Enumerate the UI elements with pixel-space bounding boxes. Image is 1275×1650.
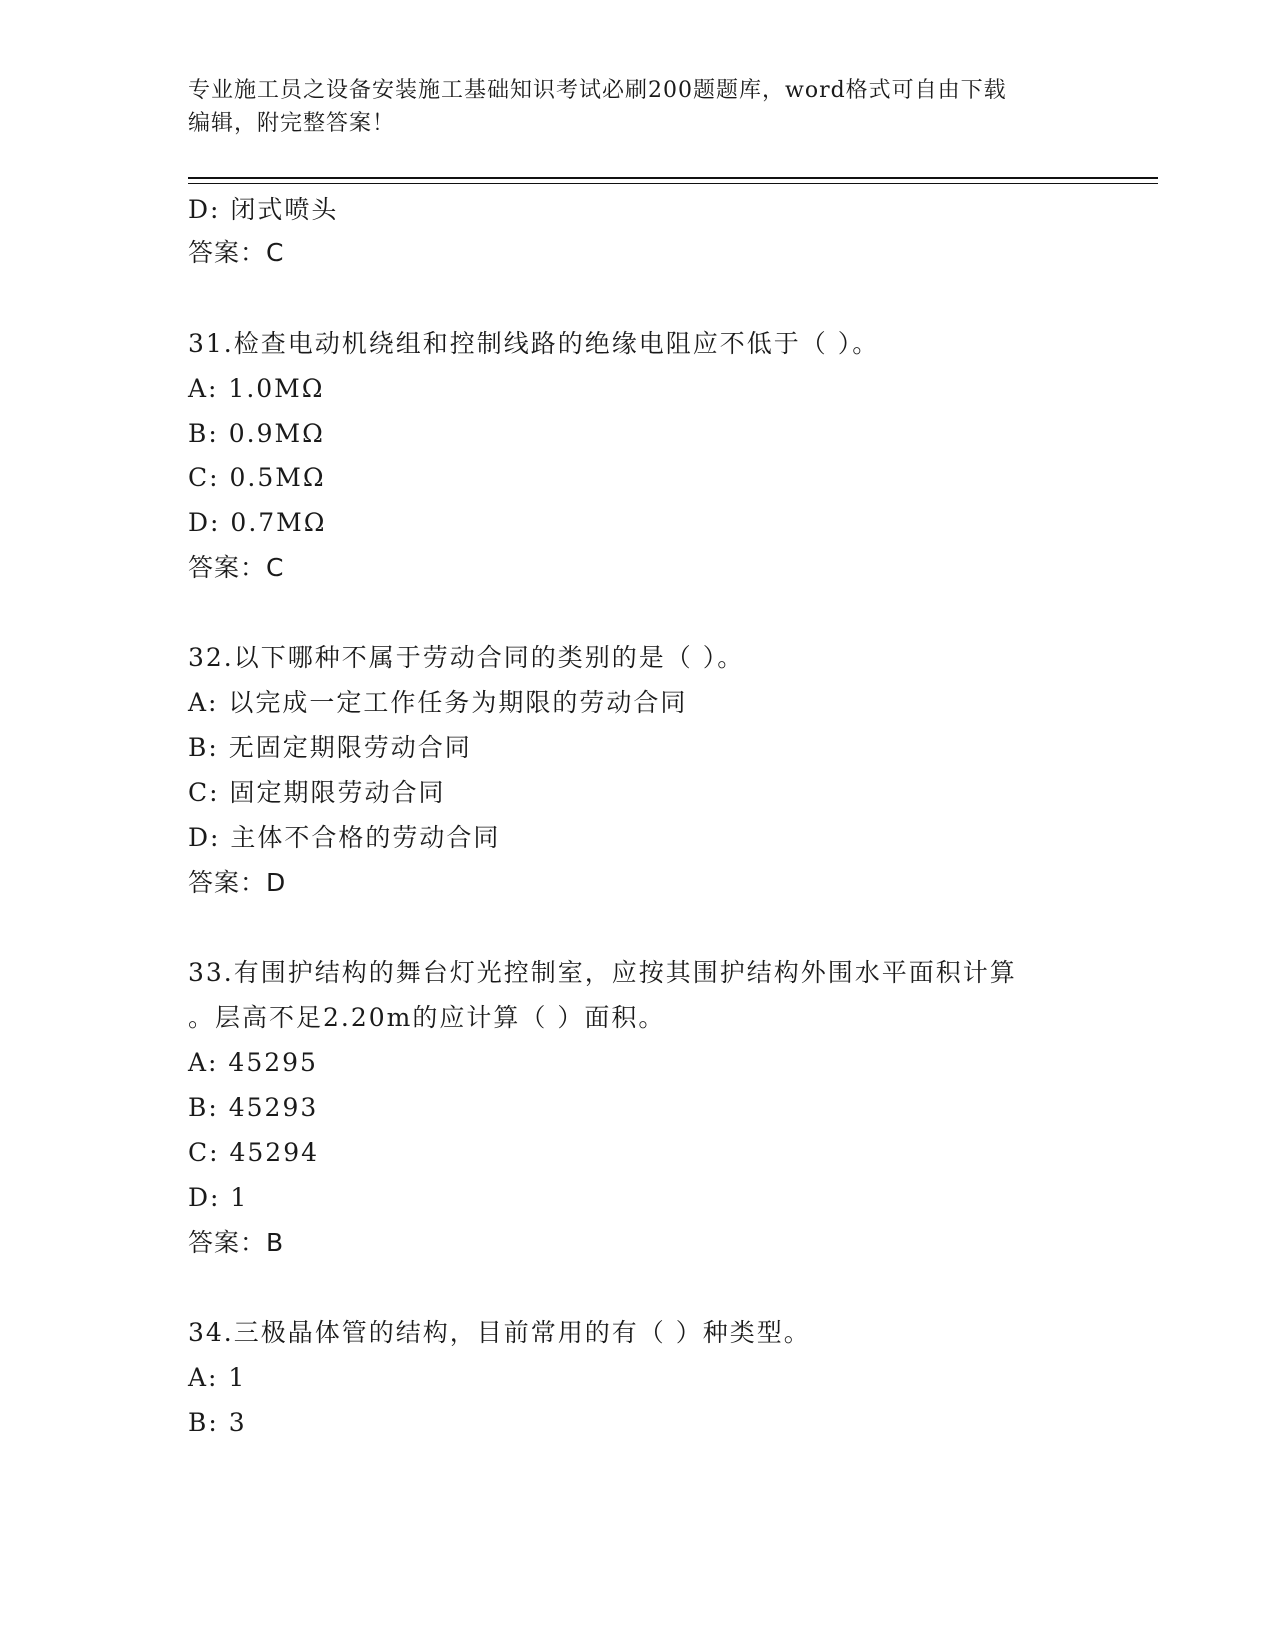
q33-stem-line-2: 。层高不足2.20m的应计算（ ）面积。 (188, 1003, 666, 1032)
q34-option-b: B: 3 (188, 1408, 247, 1437)
q32-option-a: A: 以完成一定工作任务为期限的劳动合同 (188, 688, 688, 717)
q33-stem-line-1: 33.有围护结构的舞台灯光控制室，应按其围护结构外围水平面积计算 (188, 958, 1017, 987)
q31-option-c: C: 0.5MΩ (188, 463, 326, 492)
q31-option-d: D: 0.7MΩ (188, 508, 327, 537)
q32-option-c: C: 固定期限劳动合同 (188, 778, 446, 807)
q32-option-d: D: 主体不合格的劳动合同 (188, 823, 501, 852)
header-title-line-2: 编辑，附完整答案！ (188, 111, 396, 136)
document-header (188, 74, 1088, 140)
header-rule-thick (188, 177, 1158, 179)
header-rule-thin (188, 183, 1158, 184)
q33-answer: 答案：B (188, 1228, 285, 1257)
header-title-line-1: 专业施工员之设备安装施工基础知识考试必刷200题题库，word格式可自由下载 (188, 78, 1007, 103)
q31-stem: 31.检查电动机绕组和控制线路的绝缘电阻应不低于（ ）。 (188, 329, 880, 358)
q32-stem: 32.以下哪种不属于劳动合同的类别的是（ ）。 (188, 643, 745, 672)
q31-answer: 答案：C (188, 553, 285, 582)
q34-option-a: A: 1 (188, 1363, 247, 1392)
q31-option-b: B: 0.9MΩ (188, 419, 325, 448)
q31-option-a: A: 1.0MΩ (188, 374, 325, 403)
q32-answer: 答案：D (188, 868, 287, 897)
q33-option-b: B: 45293 (188, 1093, 319, 1122)
q34-stem: 34.三极晶体管的结构，目前常用的有（ ）种类型。 (188, 1318, 811, 1347)
q33-option-d: D: 1 (188, 1183, 249, 1212)
prev-answer: 答案：C (188, 238, 285, 267)
prev-option-d: D: 闭式喷头 (188, 195, 339, 224)
q33-option-c: C: 45294 (188, 1138, 320, 1167)
q32-option-b: B: 无固定期限劳动合同 (188, 733, 472, 762)
q33-option-a: A: 45295 (188, 1048, 318, 1077)
